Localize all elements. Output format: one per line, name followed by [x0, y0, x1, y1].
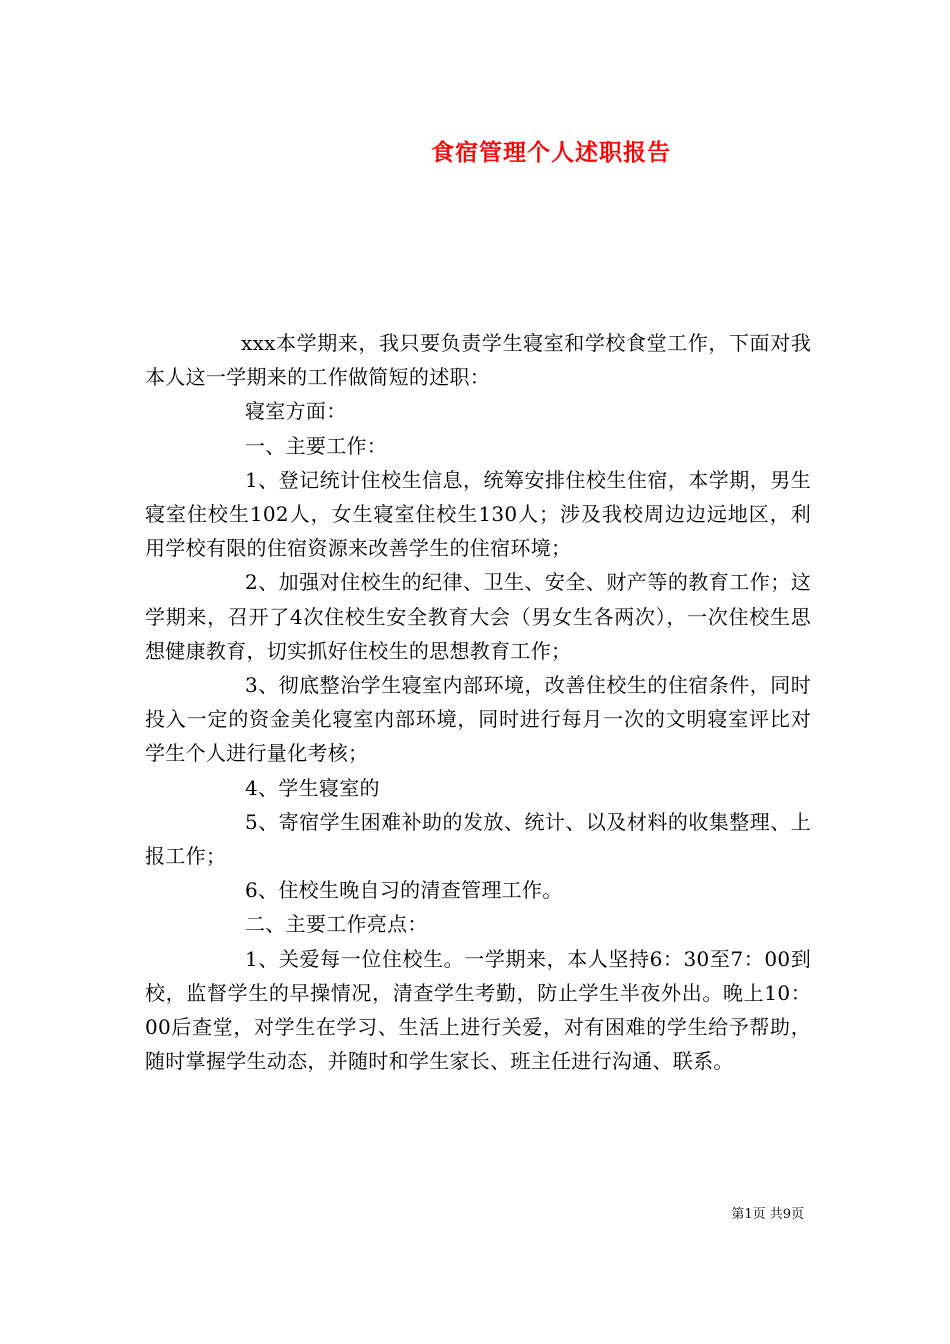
paragraph-intro: xxx本学期来，我只要负责学生寝室和学校食堂工作，下面对我本人这一学期来的工作做简短的述职：: [145, 331, 811, 390]
document-title: 食宿管理个人述职报告: [431, 139, 671, 166]
document-body: [145, 326, 811, 1078]
paragraph-item-5: 5、寄宿学生困难补助的发放、统计、以及材料的收集整理、上报工作；: [145, 809, 811, 869]
paragraph-item-1: 1、登记统计住校生信息，统筹安排住校生住宿，本学期，男生寝室住校生102人，女生寝室住校生130人；涉及我校周边边远地区，利用学校有限的住宿资源来改善学生的住宿环境；: [145, 467, 811, 561]
paragraph-item-4: 4、学生寝室的: [245, 775, 380, 800]
paragraph-item-2: 2、加强对住校生的纪律、卫生、安全、财产等的教育工作；这学期来，召开了4次住校生安全教育大会（男女生各两次），一次住校生思想健康教育，切实抓好住校生的思想教育工作；: [145, 570, 811, 663]
page-number-footer: 第1页 共9页: [731, 1207, 804, 1222]
paragraph-item-3: 3、彻底整治学生寝室内部环境，改善住校生的住宿条件，同时投入一定的资金美化寝室内部环境，同时进行每月一次的文明寝室评比对学生个人进行量化考核；: [145, 673, 811, 766]
paragraph-highlights-heading: 二、主要工作亮点：: [245, 912, 428, 937]
paragraph-main-work-heading: 一、主要工作：: [245, 433, 388, 458]
paragraph-highlight-1: 1、关爱每一位住校生。一学期来，本人坚持6：30至7：00到校，监督学生的早操情况，清查学生考勤，防止学生半夜外出。晚上10：00后查堂，对学生在学习、生活上进行关爱，对有困难的学生给予帮助，随时掌握学生动态，并随时和学生家长、班主任进行沟通、联系。: [145, 946, 811, 1074]
paragraph-dorm-heading: 寝室方面：: [245, 399, 347, 424]
paragraph-item-6: 6、住校生晚自习的清查管理工作。: [245, 878, 563, 903]
